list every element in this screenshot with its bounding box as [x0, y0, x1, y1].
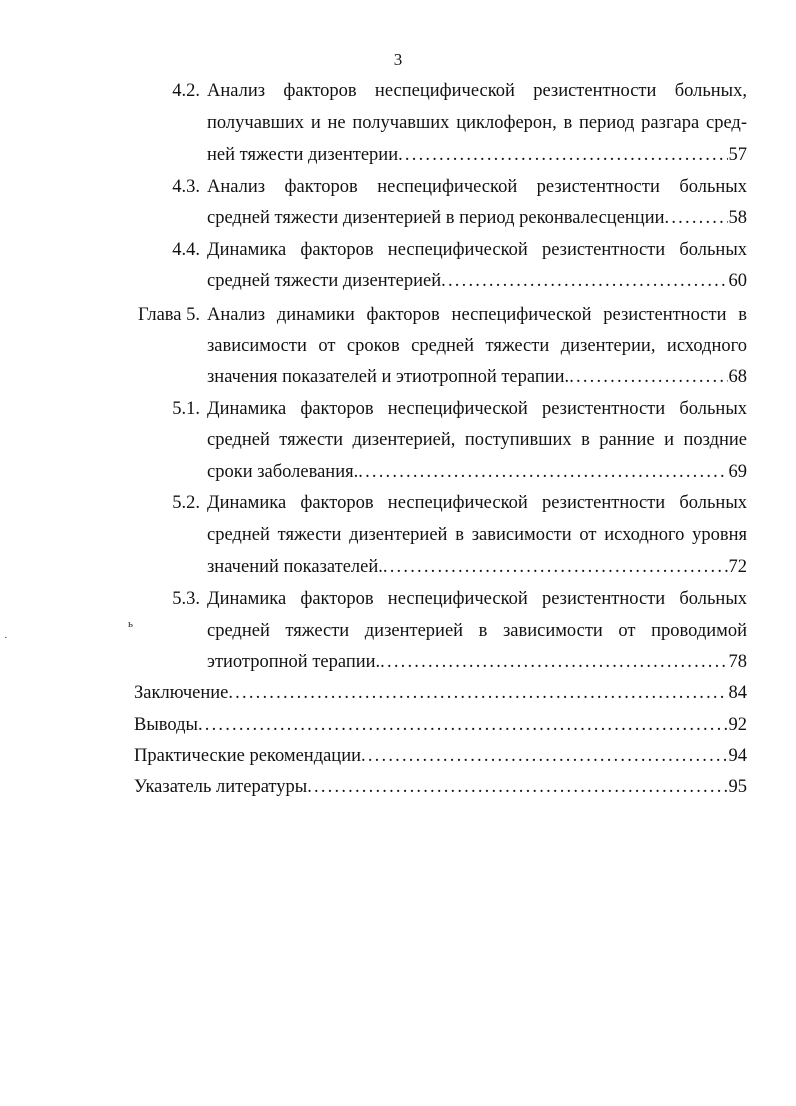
toc-entry-page: 69	[728, 462, 747, 482]
toc-entry-title-line: Динамика факторов неспецифической резистентности больных	[207, 399, 747, 419]
scan-speck: ь	[128, 618, 134, 630]
toc-entry-leader-line	[207, 367, 747, 388]
dot-leader	[361, 746, 727, 767]
toc-entry-findings[interactable]	[134, 715, 747, 736]
toc-entry-title-line: сроки заболевания.	[207, 462, 359, 482]
toc-entry-leader-line	[207, 208, 747, 229]
dot-leader	[665, 208, 728, 229]
dot-leader	[358, 462, 727, 483]
toc-entry-title-line: Анализ динамики факторов неспецифической резистентности в	[207, 305, 747, 325]
toc-entry-title-line: средней тяжести дизентерией в период реконвалесценции	[207, 208, 665, 228]
toc-entry-title-line: Динамика факторов неспецифической резистентности больных	[207, 493, 747, 513]
toc-entry-leader-line	[207, 271, 747, 292]
dot-leader	[228, 683, 727, 704]
toc-entry-title-line: получавших и не получавших циклоферон, в период разгара сред-	[207, 113, 747, 133]
toc-entry-references[interactable]	[134, 777, 747, 798]
toc-entry-page: 92	[728, 715, 747, 735]
toc-entry-title-line: ней тяжести дизентерии	[207, 145, 399, 165]
toc-entry-title: Заключение	[134, 683, 229, 703]
toc-entry-title-line: значений показателей.	[207, 557, 383, 577]
toc-entry-recommendations[interactable]	[134, 746, 747, 767]
toc-entry-title-line: Анализ факторов неспецифической резистентности больных,	[207, 81, 747, 101]
toc-entry-title-line: Анализ факторов неспецифической резистентности больных	[207, 177, 747, 197]
toc-entry-page: 95	[728, 777, 747, 797]
toc-entry-title-line: этиотропной терапии.	[207, 652, 381, 672]
toc-entry-title-line: средней тяжести дизентерией в зависимости от исходного уровня	[207, 525, 747, 545]
toc-entry-page: 72	[728, 557, 747, 577]
toc-entry-title-line: средней тяжести дизентерией в зависимости от проводимой	[207, 621, 747, 641]
toc-entry-leader-line	[207, 557, 747, 578]
page-number: 3	[393, 50, 403, 69]
toc-entry-title-line: Динамика факторов неспецифической резистентности больных	[207, 589, 747, 609]
toc-entry-page: 58	[728, 208, 747, 228]
dot-leader	[198, 715, 728, 736]
toc-entry-title-line: средней тяжести дизентерией, поступивших в ранние и поздние	[207, 430, 747, 450]
toc-entry-page: 68	[728, 367, 747, 387]
toc-entry-page: 84	[728, 683, 747, 703]
toc-entry-number: 4.3.	[172, 177, 200, 197]
toc-entry-page: 78	[728, 652, 747, 672]
dot-leader	[398, 145, 727, 166]
toc-entry-page: 60	[728, 271, 747, 291]
toc-entry-title: Практические рекомендации	[134, 746, 362, 766]
toc-entry-number: 5.3.	[172, 589, 200, 609]
toc-entry-page: 57	[728, 145, 747, 165]
toc-entry-title-line: зависимости от сроков средней тяжести дизентерии, исходного	[207, 336, 747, 356]
toc-entry-title-line: Динамика факторов неспецифической резистентности больных	[207, 240, 747, 260]
toc-entry-number: 5.2.	[172, 493, 200, 513]
toc-entry-title-line: средней тяжести дизентерией	[207, 271, 442, 291]
scan-speck: ·	[4, 632, 8, 644]
dot-leader	[307, 777, 727, 798]
toc-entry-conclusion[interactable]	[134, 683, 747, 704]
toc-entry-title: Указатель литературы	[134, 777, 308, 797]
toc-entry-title: Выводы	[134, 715, 198, 735]
dot-leader	[569, 367, 727, 388]
toc-entry-leader-line	[207, 145, 747, 166]
toc-entry-title-line: значения показателей и этиотропной терапии.	[207, 367, 570, 387]
toc-entry-leader-line	[207, 462, 747, 483]
toc-entry-number: 4.2.	[172, 81, 200, 101]
toc-entry-number: Глава 5.	[138, 305, 200, 325]
dot-leader	[380, 652, 727, 673]
dot-leader	[441, 271, 727, 292]
toc-entry-page: 94	[728, 746, 747, 766]
dot-leader	[383, 557, 728, 578]
toc-entry-number: 5.1.	[172, 399, 200, 419]
toc-entry-number: 4.4.	[172, 240, 200, 260]
toc-entry-leader-line	[207, 652, 747, 673]
